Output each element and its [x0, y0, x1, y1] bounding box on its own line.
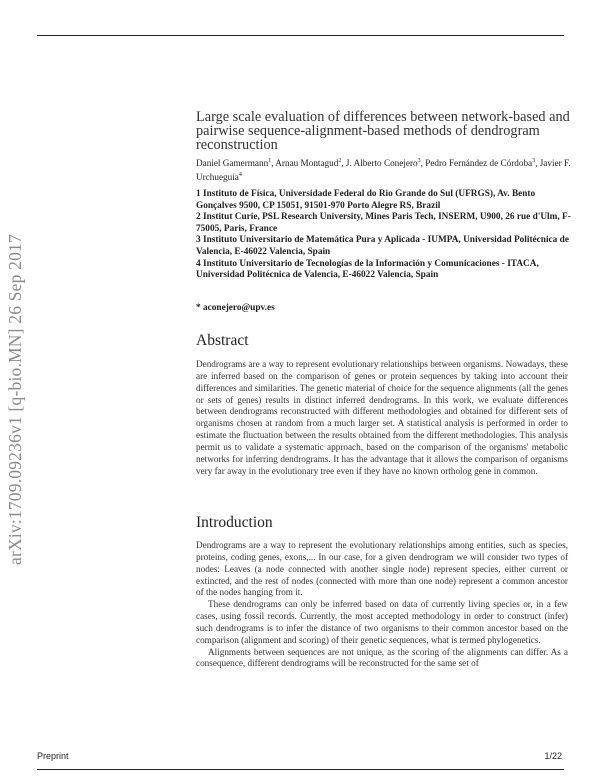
author: Daniel Gamermann$^1$, — [196, 158, 276, 169]
footer-rule — [37, 769, 564, 770]
author: J. Alberto Conejero$^3$, — [345, 158, 426, 169]
paragraph: Dendrograms are a way to represent the evolutionary relationships among entities, such as species, proteins, coding genes, exons,... In our case, for a given dendrogram we will consider two types of nodes: Leaves (a node connected with another single node) represent species, either current or extincted, and the rest of nodes (connected with more than one node) represent a common ancestor of the nodes hanging from it. — [196, 540, 568, 598]
arxiv-stamp: arXiv:1709.09236v1 [q-bio.MN] 26 Sep 2017 — [5, 234, 25, 565]
paragraph: Alignments between sequences are not unique, as the scoring of the alignments can differ. As a consequence, different dendrograms will be reconstructed for the same set of — [196, 646, 568, 669]
author: Pedro Fernández de Córdoba$^3$, — [425, 158, 540, 169]
page-number: 1/22 — [544, 751, 562, 761]
affiliation: 3 Instituto Universitario de Matemática Pura y Aplicada - IUMPA, Universidad Politécnica de Valencia, E-46022 Valencia, Spain — [196, 235, 569, 257]
introduction-body — [196, 540, 568, 670]
header-rule — [37, 35, 564, 36]
paper-title: Large scale evaluation of differences between network-based and pairwise sequence-alignment-based methods of dendrogram reconstruction — [196, 109, 570, 153]
abstract-heading: Abstract — [196, 332, 249, 349]
abstract-text: Dendrograms are a way to represent evolutionary relationships between organisms. Nowadays, these are inferred based on the comparison of genes or protein sequences by taking into account their differences and similarities. The genetic material of choice for the sequence alignments (all the genes or sets of genes) results in distinct inferred dendrograms. In this work, we evaluate differences between dendrograms reconstructed with different methodologies and obtained for different sets of organisms chosen at random from a much larger set. A statistical analysis is performed in order to estimate the fluctuation between the results obtained from the different methodologies. This analysis permit us to validate a systematic approach, based on the comparison of the organisms' metabolic networks for inferring dendrograms. It has the advantage that it allows the comparison of organisms very far away in the evolutionary tree even if they have no known ortholog gene in common. — [196, 359, 568, 476]
corresponding-email[interactable]: * aconejero@upv.es — [196, 303, 275, 313]
author-list — [196, 155, 576, 183]
affiliation: 1 Instituto de Física, Universidade Federal do Rio Grande do Sul (UFRGS), Av. Bento Gonçalves 9500, CP 15051, 91501-970 Porto Alegre RS, Brazil — [196, 189, 536, 211]
introduction-heading: Introduction — [196, 514, 273, 531]
affiliation-list — [196, 189, 576, 282]
affiliation: 2 Institut Curie, PSL Research University, Mines Paris Tech, INSERM, U900, 26 rue d'Ulm, F-75005, Paris, France — [196, 212, 571, 234]
author: Javier F. Urchueguía$^4$ — [196, 158, 571, 183]
footer-label: Preprint — [37, 751, 69, 761]
paragraph: These dendrograms can only be inferred based on data of currently living species or, in a few cases, using fossil records. Currently, the most accepted methodology in order to construct (infer) such dendrograms is to infer the distance of two organisms to their common ancestor based on the comparison (alignment and scoring) of their genetic sequences, what is termed phylogenetics. — [196, 599, 568, 645]
author: Arnau Montagud$^2$, — [275, 158, 346, 169]
affiliation: 4 Instituto Universitario de Tecnologías de la Información y Comunicaciones - ITACA, Universidad Politécnica de Valencia, E-46022 Valencia, Spain — [196, 258, 539, 281]
